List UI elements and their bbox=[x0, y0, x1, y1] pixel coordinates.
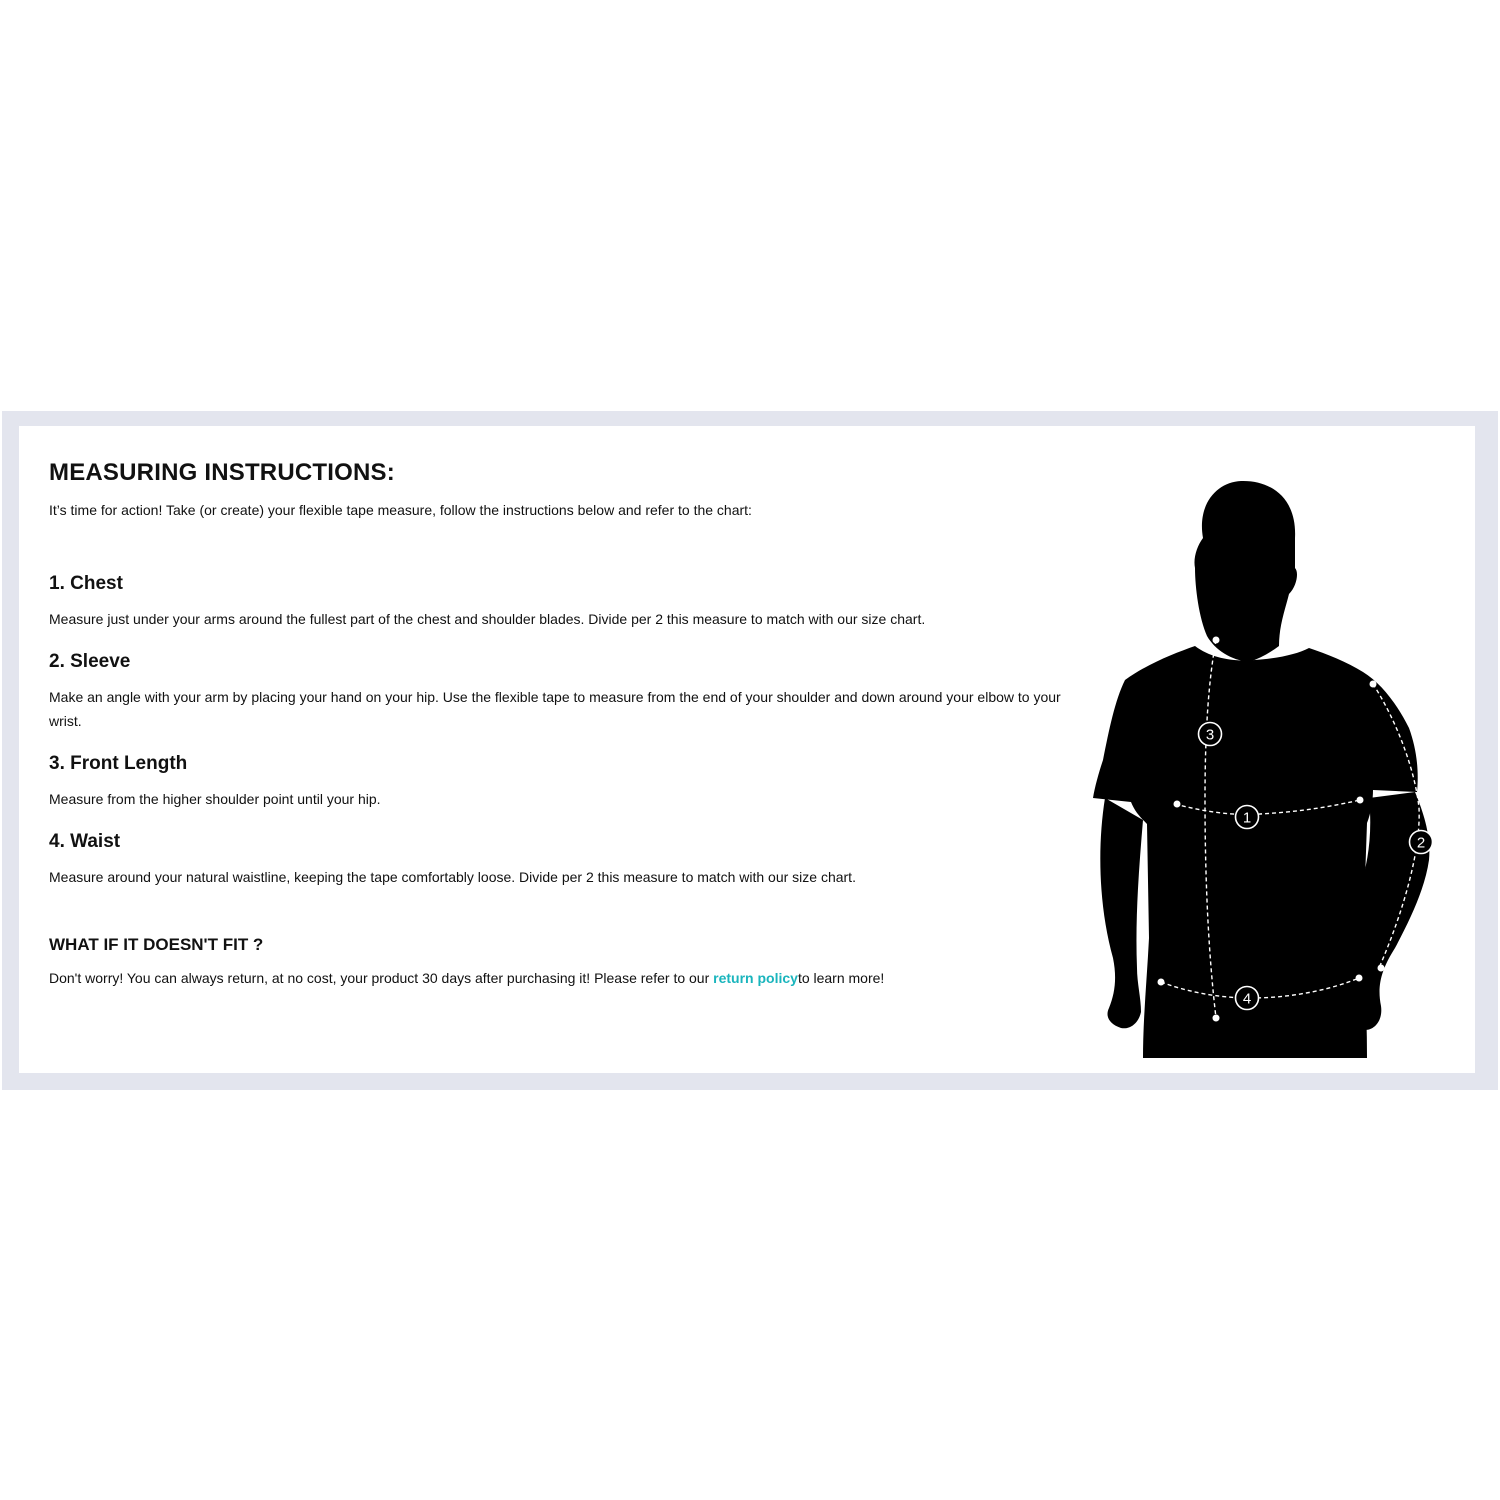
intro-text: It’s time for action! Take (or create) your flexible tape measure, follow the instructions below and refer to the chart: bbox=[49, 502, 752, 518]
dot bbox=[1370, 681, 1377, 688]
head-shape bbox=[1194, 481, 1297, 662]
section-waist-body: Measure around your natural waistline, keeping the tape comfortably loose. Divide per 2 this measure to match with our size chart. bbox=[49, 869, 856, 885]
section-waist-heading: 4. Waist bbox=[49, 831, 121, 852]
return-policy-link[interactable]: return policy bbox=[713, 970, 798, 986]
dot bbox=[1213, 637, 1220, 644]
section-front-length-heading: 3. Front Length bbox=[49, 753, 188, 774]
measuring-card bbox=[19, 426, 1475, 1073]
body-silhouette-icon bbox=[1085, 468, 1455, 1058]
section-chest bbox=[49, 572, 1079, 631]
fit-section bbox=[49, 934, 1079, 989]
section-sleeve-body: Make an angle with your arm by placing your hand on your hip. Use the flexible tape to measure from the end of your shoulder and down around your elbow to your wrist. bbox=[49, 689, 1061, 729]
fit-body-after: to learn more! bbox=[797, 970, 885, 986]
marker-2-label: 2 bbox=[1416, 834, 1426, 852]
section-sleeve bbox=[49, 650, 1079, 733]
section-chest-heading: 1. Chest bbox=[49, 573, 123, 594]
fit-body-before: Don't worry! You can always return, at no cost, your product 30 days after purchasing it! Please refer to our bbox=[49, 970, 714, 986]
measurement-figure bbox=[1085, 468, 1455, 1058]
section-front-length bbox=[49, 752, 1079, 811]
dot bbox=[1174, 801, 1181, 808]
outer-frame bbox=[2, 411, 1498, 1090]
marker-2 bbox=[1410, 831, 1433, 854]
dot bbox=[1357, 797, 1364, 804]
section-waist bbox=[49, 830, 1079, 889]
marker-1 bbox=[1236, 806, 1259, 829]
marker-3-label: 3 bbox=[1205, 726, 1215, 744]
instructions-column bbox=[49, 458, 1079, 986]
dot bbox=[1356, 975, 1363, 982]
section-sleeve-heading: 2. Sleeve bbox=[49, 651, 131, 672]
dot bbox=[1213, 1015, 1220, 1022]
marker-1-label: 1 bbox=[1242, 809, 1252, 827]
marker-4 bbox=[1236, 987, 1259, 1010]
section-chest-body: Measure just under your arms around the fullest part of the chest and shoulder blades. Divide per 2 this measure to match with our size chart. bbox=[49, 611, 926, 627]
marker-3 bbox=[1199, 723, 1222, 746]
fit-heading: WHAT IF IT DOESN'T FIT ? bbox=[49, 935, 264, 954]
marker-4-label: 4 bbox=[1242, 990, 1252, 1008]
dot bbox=[1158, 979, 1165, 986]
page-title: MEASURING INSTRUCTIONS: bbox=[49, 459, 395, 486]
dot bbox=[1378, 965, 1385, 972]
section-front-length-body: Measure from the higher shoulder point until your hip. bbox=[49, 791, 381, 807]
left-arm-shape bbox=[1100, 798, 1143, 1028]
fit-body bbox=[49, 967, 1079, 989]
